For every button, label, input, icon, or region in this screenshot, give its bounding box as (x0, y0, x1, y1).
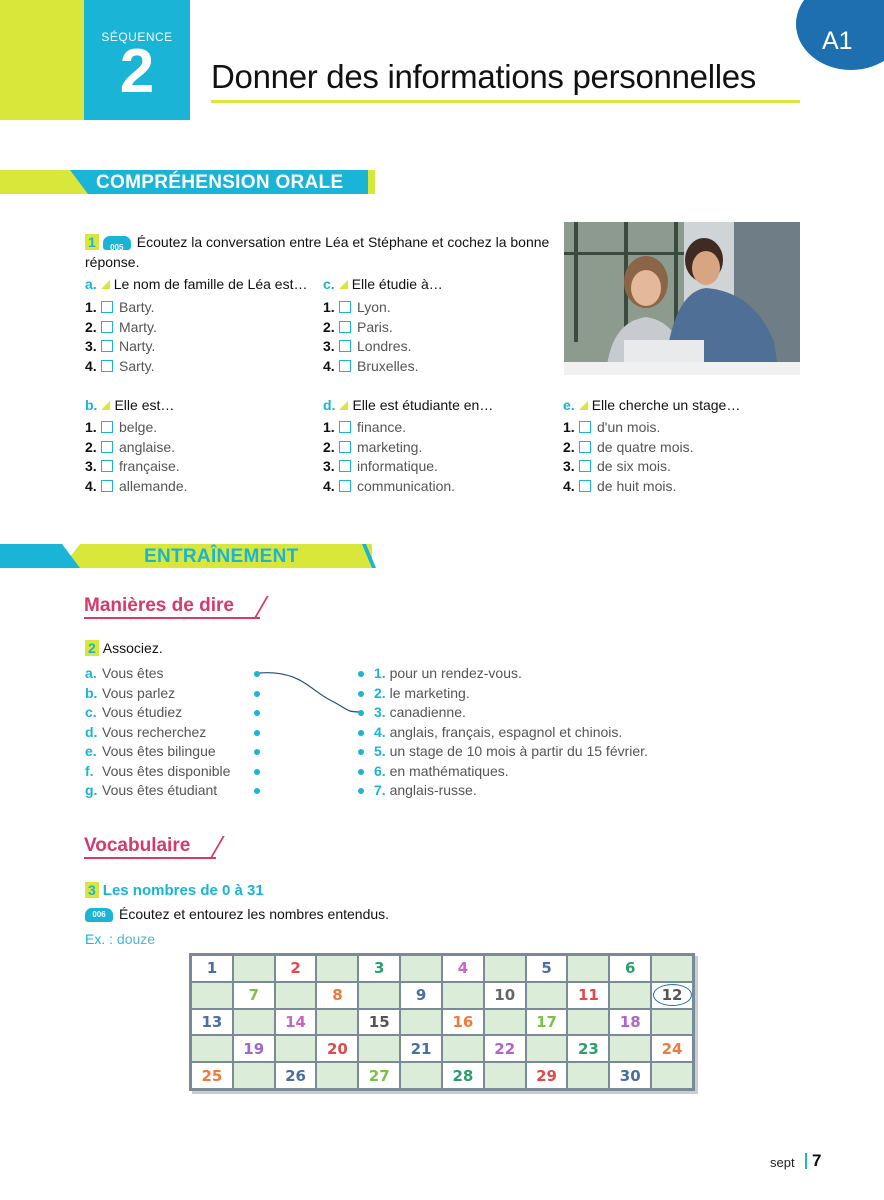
answer-option[interactable] (563, 477, 676, 496)
number-value: 9 (415, 986, 427, 1005)
number-cell[interactable] (567, 982, 609, 1009)
association-left-item (85, 664, 164, 684)
number-value: 16 (452, 1012, 474, 1031)
checkbox[interactable] (339, 340, 351, 352)
number-cell[interactable] (358, 1009, 400, 1036)
empty-cell (400, 1062, 442, 1089)
number-value: 18 (619, 1012, 641, 1031)
item-number: 7. (374, 782, 386, 798)
number-value: 12 (653, 984, 692, 1006)
option-number: 1. (563, 419, 575, 435)
option-text: de six mois. (597, 458, 671, 474)
number-value: 17 (536, 1012, 557, 1031)
answer-option[interactable] (85, 477, 188, 496)
association-left-item (85, 762, 230, 782)
link-dot-right[interactable] (358, 769, 364, 775)
exercise-3-title: 3 Les nombres de 0 à 31 (85, 882, 264, 899)
number-cell[interactable] (316, 982, 358, 1009)
answer-option[interactable] (563, 438, 694, 457)
exercise-2-instruction: 2 Associez. (85, 640, 163, 656)
item-text: Vous parlez (102, 684, 176, 701)
question-e-title: e. Elle cherche un stage… (563, 397, 741, 413)
link-dot-left[interactable] (254, 730, 260, 736)
number-value: 23 (577, 1039, 599, 1058)
link-dot-left[interactable] (254, 769, 260, 775)
item-letter: d. (85, 723, 98, 740)
answer-option[interactable] (323, 357, 418, 376)
empty-cell (275, 1035, 317, 1062)
item-letter: a. (85, 665, 97, 681)
item-text: Vous êtes disponible (102, 762, 231, 779)
number-value: 15 (368, 1012, 390, 1031)
number-value: 27 (368, 1066, 390, 1085)
checkbox[interactable] (101, 441, 113, 453)
association-left-item (85, 684, 175, 704)
number-value: 5 (541, 959, 552, 978)
question-d-title: d. Elle est étudiante en… (323, 397, 494, 413)
option-number: 4. (85, 477, 97, 494)
item-text: Vous étudiez (102, 704, 183, 720)
empty-cell (400, 955, 442, 982)
option-text: Bruxelles. (357, 357, 419, 374)
answer-option[interactable] (323, 438, 422, 457)
option-number: 1. (85, 419, 97, 435)
exercise-3-instruction: 006 Écoutez et entourez les nombres entendus. (85, 906, 389, 922)
option-number: 2. (323, 318, 335, 335)
option-number: 3. (85, 458, 97, 474)
item-number: 6. (374, 762, 386, 779)
option-text: Lyon. (357, 299, 391, 315)
option-number: 4. (85, 357, 97, 374)
vocabulaire-heading: Vocabulaire (84, 835, 191, 856)
option-number: 2. (85, 438, 97, 455)
checkbox[interactable] (339, 441, 351, 453)
option-number: 1. (323, 419, 335, 435)
number-cell[interactable] (400, 1035, 442, 1062)
option-text: anglaise. (119, 438, 176, 455)
item-text: Vous recherchez (102, 723, 207, 740)
empty-cell (316, 955, 358, 982)
number-value: 11 (577, 986, 599, 1005)
headphones-icon[interactable]: 006 (85, 908, 113, 922)
item-letter: e. (85, 743, 97, 759)
question-c-title: c. Elle étudie à… (323, 276, 443, 292)
checkbox[interactable] (101, 421, 113, 433)
association-right-item (374, 762, 509, 782)
item-text: Vous êtes (102, 665, 164, 681)
empty-cell (233, 1009, 275, 1036)
item-number: 5. (374, 743, 386, 759)
item-text: anglais-russe. (389, 782, 477, 798)
item-letter: b. (85, 684, 98, 701)
number-value: 8 (332, 986, 343, 1005)
empty-cell (275, 982, 317, 1009)
empty-cell (567, 955, 609, 982)
empty-cell (651, 955, 693, 982)
number-value: 29 (536, 1066, 557, 1085)
level-text: A1 (822, 27, 853, 55)
number-value: 14 (285, 1012, 306, 1031)
empty-cell (358, 1035, 400, 1062)
item-text: Vous êtes étudiant (102, 782, 218, 798)
association-right-item (374, 742, 648, 762)
question-a-title: a. Le nom de famille de Léa est… (85, 276, 308, 292)
option-number: 4. (323, 477, 335, 494)
item-text: pour un rendez-vous. (389, 665, 522, 681)
number-cell[interactable] (484, 982, 526, 1009)
number-value: 20 (326, 1039, 348, 1058)
answer-option[interactable] (323, 457, 438, 476)
empty-cell (191, 982, 233, 1009)
item-number: 3. (374, 704, 386, 720)
number-cell[interactable] (275, 1062, 317, 1089)
option-text: marketing. (357, 438, 423, 455)
sequence-number: 2 (119, 37, 155, 106)
association-right-item (374, 684, 470, 704)
number-value: 1 (206, 959, 218, 978)
number-value: 3 (374, 959, 385, 978)
empty-cell (484, 955, 526, 982)
option-number: 2. (563, 438, 575, 455)
number-cell[interactable] (275, 1009, 317, 1036)
answer-option[interactable] (323, 477, 455, 496)
checkbox[interactable] (339, 301, 351, 313)
empty-cell (233, 1062, 275, 1089)
number-grid (189, 953, 695, 1091)
option-number: 4. (323, 357, 335, 374)
number-cell[interactable] (651, 1035, 693, 1062)
number-cell[interactable] (484, 1035, 526, 1062)
checkbox[interactable] (579, 441, 591, 453)
exercise-number: 3 (85, 882, 99, 898)
number-value: 22 (494, 1039, 516, 1058)
option-text: Barty. (119, 299, 155, 315)
number-value: 25 (201, 1066, 223, 1085)
number-cell[interactable] (526, 955, 568, 982)
checkbox[interactable] (101, 321, 113, 333)
option-text: Sarty. (119, 357, 155, 374)
empty-cell (484, 1062, 526, 1089)
answer-option[interactable] (323, 418, 406, 437)
exercise-number: 1 (85, 234, 99, 250)
number-value: 26 (285, 1066, 306, 1085)
checkbox[interactable] (579, 460, 591, 472)
association-right-item (374, 703, 466, 723)
option-number: 1. (323, 299, 335, 315)
number-cell[interactable] (233, 982, 275, 1009)
number-cell[interactable] (442, 1062, 484, 1089)
number-value: 24 (661, 1039, 683, 1058)
number-cell[interactable] (567, 1035, 609, 1062)
question-b-title: b. Elle est… (85, 397, 175, 413)
option-number: 3. (563, 458, 575, 474)
number-cell[interactable] (526, 1009, 568, 1036)
answer-option[interactable] (323, 337, 411, 356)
empty-cell (609, 1035, 651, 1062)
checkbox[interactable] (339, 321, 351, 333)
number-cell[interactable] (609, 1009, 651, 1036)
answer-option[interactable] (563, 457, 671, 476)
option-text: Marty. (119, 318, 157, 335)
item-letter: f. (85, 762, 94, 779)
number-cell[interactable] (358, 955, 400, 982)
answer-option[interactable] (323, 318, 393, 337)
association-right-item (374, 664, 522, 684)
option-text: française. (119, 458, 180, 474)
answer-option[interactable] (85, 337, 155, 356)
checkbox[interactable] (101, 340, 113, 352)
empty-cell (442, 982, 484, 1009)
item-number: 1. (374, 665, 386, 681)
number-value: 4 (457, 959, 469, 978)
number-cell[interactable] (526, 1062, 568, 1089)
option-text: informatique. (357, 458, 438, 474)
link-dot-right[interactable] (358, 788, 364, 794)
item-text: en mathématiques. (389, 762, 509, 779)
empty-cell (484, 1009, 526, 1036)
answer-option[interactable] (323, 298, 391, 317)
empty-cell (567, 1062, 609, 1089)
manieres-heading: Manières de dire (84, 595, 234, 616)
item-letter: c. (85, 704, 97, 720)
checkbox[interactable] (339, 421, 351, 433)
link-dot-left[interactable] (254, 710, 260, 716)
option-number: 2. (85, 318, 97, 335)
link-dot-left[interactable] (254, 788, 260, 794)
association-left-item (85, 723, 206, 743)
empty-cell (651, 1009, 693, 1036)
option-text: Londres. (357, 338, 412, 354)
item-text: Vous êtes bilingue (102, 743, 216, 759)
checkbox[interactable] (339, 480, 351, 492)
answer-option[interactable] (85, 357, 155, 376)
number-cell[interactable] (400, 982, 442, 1009)
option-text: finance. (357, 419, 407, 435)
option-number: 3. (323, 458, 335, 474)
empty-cell (442, 1035, 484, 1062)
page-title: Donner des informations personnelles (211, 58, 757, 95)
headphones-icon[interactable]: 005 (103, 236, 131, 250)
option-text: Narty. (119, 338, 156, 354)
empty-cell (526, 1035, 568, 1062)
number-value: 30 (619, 1066, 641, 1085)
page-number-word: sept (770, 1155, 795, 1170)
link-dot-right[interactable] (358, 710, 364, 716)
number-cell[interactable] (233, 1035, 275, 1062)
page-number: 7 (812, 1151, 822, 1170)
number-value: 21 (410, 1039, 432, 1058)
item-text: le marketing. (389, 684, 470, 701)
link-dot-left[interactable] (254, 691, 260, 697)
empty-cell (567, 1009, 609, 1036)
association-right-item (374, 723, 622, 743)
association-left-item (85, 742, 216, 762)
answer-option[interactable] (85, 418, 157, 437)
link-dot-right[interactable] (358, 749, 364, 755)
empty-cell (609, 982, 651, 1009)
association-left-item (85, 703, 182, 723)
option-text: de huit mois. (597, 477, 677, 494)
number-cell[interactable] (191, 1062, 233, 1089)
number-value: 7 (248, 986, 259, 1005)
link-dot-right[interactable] (358, 730, 364, 736)
vocabulaire-underline (84, 857, 216, 859)
empty-cell (651, 1062, 693, 1089)
option-text: de quatre mois. (597, 438, 694, 455)
empty-cell (316, 1009, 358, 1036)
option-text: allemande. (119, 477, 188, 494)
number-cell[interactable] (651, 982, 693, 1009)
section-title-oral: COMPRÉHENSION ORALE (96, 172, 344, 193)
answer-option[interactable] (85, 438, 175, 457)
exercise-number: 2 (85, 640, 99, 656)
item-text: canadienne. (389, 704, 466, 720)
number-value: 13 (201, 1012, 223, 1031)
empty-cell (400, 1009, 442, 1036)
option-number: 4. (563, 477, 575, 494)
section-title-training: ENTRAÎNEMENT (144, 546, 299, 567)
checkbox[interactable] (101, 360, 113, 372)
number-cell[interactable] (442, 1009, 484, 1036)
option-text: Paris. (357, 318, 393, 335)
number-value: 10 (494, 986, 516, 1005)
checkbox[interactable] (579, 421, 591, 433)
answer-option[interactable] (85, 318, 157, 337)
option-number: 3. (85, 338, 97, 354)
checkbox[interactable] (101, 460, 113, 472)
number-cell[interactable] (191, 1009, 233, 1036)
checkbox[interactable] (579, 480, 591, 492)
option-number: 3. (323, 338, 335, 354)
number-value: 6 (625, 959, 636, 978)
item-number: 4. (374, 723, 386, 740)
checkbox[interactable] (339, 460, 351, 472)
association-left-item (85, 781, 217, 801)
instruction-text: Écoutez la conversation entre Léa et Stéphane et cochez la bonne réponse. (85, 234, 550, 270)
example-line: Ex. : douze (85, 931, 156, 947)
link-dot-left[interactable] (254, 749, 260, 755)
option-number: 1. (85, 299, 97, 315)
link-dot-right[interactable] (358, 671, 364, 677)
empty-cell (526, 982, 568, 1009)
item-letter: g. (85, 782, 98, 798)
answer-option[interactable] (85, 457, 180, 476)
item-text: anglais, français, espagnol et chinois. (389, 723, 623, 740)
item-number: 2. (374, 684, 386, 701)
checkbox[interactable] (101, 480, 113, 492)
answer-option[interactable] (563, 418, 660, 437)
number-cell[interactable] (609, 955, 651, 982)
option-text: belge. (119, 419, 158, 435)
checkbox[interactable] (101, 301, 113, 313)
option-number: 2. (323, 438, 335, 455)
empty-cell (358, 982, 400, 1009)
number-cell[interactable] (191, 955, 233, 982)
option-text: d'un mois. (597, 419, 661, 435)
empty-cell (191, 1035, 233, 1062)
number-cell[interactable] (358, 1062, 400, 1089)
number-value: 28 (452, 1066, 474, 1085)
number-cell[interactable] (275, 955, 317, 982)
empty-cell (316, 1062, 358, 1089)
sequence-label: SÉQUENCE (101, 30, 173, 44)
number-cell[interactable] (316, 1035, 358, 1062)
answer-option[interactable] (85, 298, 155, 317)
footer-divider (805, 1153, 807, 1169)
number-cell[interactable] (442, 955, 484, 982)
item-text: un stage de 10 mois à partir du 15 février. (389, 743, 648, 759)
number-value: 19 (243, 1039, 265, 1058)
link-dot-right[interactable] (358, 691, 364, 697)
association-right-item (374, 781, 477, 801)
link-dot-left[interactable] (254, 671, 260, 677)
checkbox[interactable] (339, 360, 351, 372)
number-cell[interactable] (609, 1062, 651, 1089)
empty-cell (233, 955, 275, 982)
number-value: 2 (290, 959, 301, 978)
option-text: communication. (357, 477, 456, 494)
